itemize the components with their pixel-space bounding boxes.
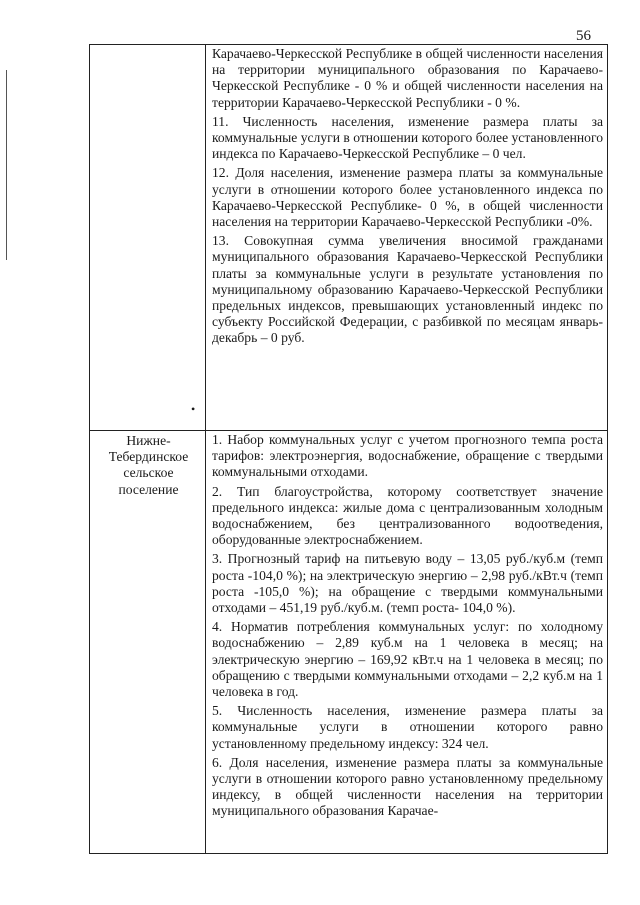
indicator-item: 2. Тип благоустройства, которому соответствует значение предельного индекса: жилые дома с централизованным холодным водоснабжением, без централизованного водоотведения, оборудованные электроснабжением. — [212, 483, 603, 548]
indicator-item: 6. Доля населения, изменение размера платы за коммунальные услуги в отношении которого равно установленному предельному индексу, в общей численности населения на территории муниципального образования Карачае- — [212, 754, 603, 819]
indicator-item: 12. Доля населения, изменение размера платы за коммунальные услуги в отношении которого более установленного индекса по Карачаево-Черкесской Республике- 0 %, в общей численности населения на территории Карачаево-Черкесской Республики -0%. — [212, 165, 603, 230]
settlement-cell: Нижне-Тебердинское сельское поселение — [90, 431, 206, 854]
indicator-item: 11. Численность населения, изменение размера платы за коммунальные услуги в отношении которого более установленного индекса по Карачаево-Черкесской Республике – 0 чел. — [212, 113, 603, 162]
indicators-cell — [206, 431, 608, 854]
indicator-item: 4. Норматив потребления коммунальных услуг: по холодному водоснабжению – 2,89 куб.м на 1 человека в месяц; на электрическую энергию – 169,92 кВт.ч на 1 человека в месяц; по обращению с твердыми коммунальными отходами – 2,2 куб.м на 1 человека в год. — [212, 619, 603, 700]
table-row — [90, 45, 608, 431]
indicators-cell — [206, 45, 608, 431]
indicator-item: 5. Численность населения, изменение размера платы за коммунальные услуги в отношении которого равно установленному предельному индексу: 324 чел. — [212, 703, 603, 751]
scan-margin-line — [6, 70, 7, 260]
indicator-item: Карачаево-Черкесской Республике в общей численности населения на территории муниципального образования по Карачаево-Черкесской Республике - 0 % и общей численности населения на территории Карачаево-Черкесской Республики - 0 %. — [212, 46, 603, 110]
page-number: 56 — [576, 28, 591, 44]
settlement-cell — [90, 45, 206, 431]
scan-dot-mark: • — [191, 402, 196, 416]
indices-table — [89, 44, 608, 854]
indicator-item: 13. Совокупная сумма увеличения вносимой гражданами муниципального образования Карачаево-Черкесской Республики платы за коммунальные услуги в результате установления по муниципальному образованию Карачаево-Черкесской Республики предельных индексов, превышающих установленный индекс по субъекту Российской Федерации, с разбивкой по месяцам январь-декабрь – 0 руб. — [212, 233, 603, 346]
indicator-item: 3. Прогнозный тариф на питьевую воду – 13,05 руб./куб.м (темп роста -104,0 %); на электрическую энергию – 2,98 руб./кВт.ч (темп роста -105,0 %); на обращение с твердыми коммунальными отходами – 451,19 руб./куб.м. (темп роста- 104,0 %). — [212, 551, 603, 616]
table-row — [90, 431, 608, 854]
indicator-item: 1. Набор коммунальных услуг с учетом прогнозного темпа роста тарифов: электроэнергия, водоснабжение, обращение с твердыми коммунальными отходами. — [212, 432, 603, 480]
